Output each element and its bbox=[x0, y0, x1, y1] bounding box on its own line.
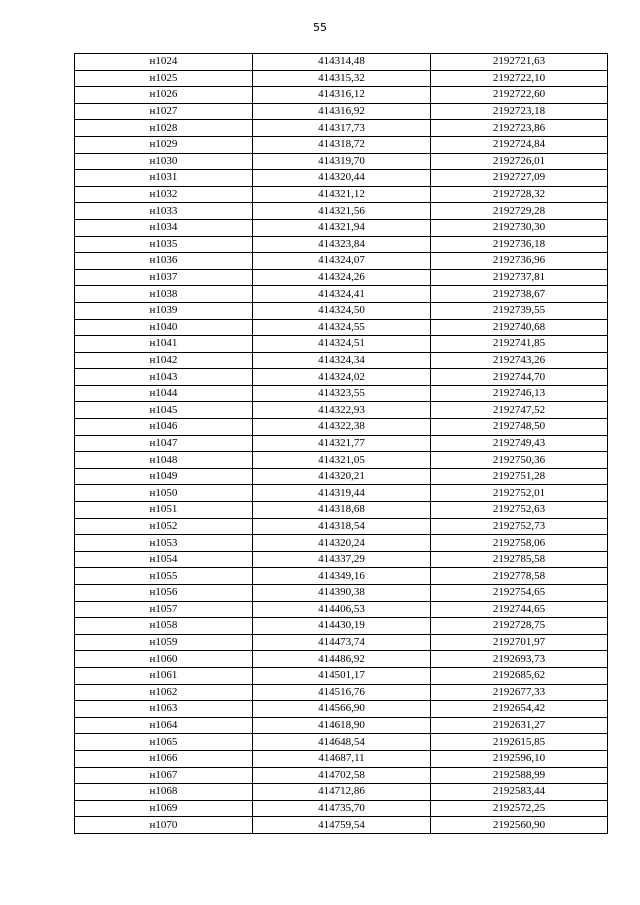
y-coordinate-cell: 2192723,86 bbox=[431, 120, 608, 137]
point-id-cell: н1034 bbox=[75, 219, 253, 236]
y-coordinate-cell: 2192728,75 bbox=[431, 618, 608, 635]
point-id-cell: н1027 bbox=[75, 103, 253, 120]
y-coordinate-cell: 2192728,32 bbox=[431, 186, 608, 203]
x-coordinate-cell: 414315,32 bbox=[253, 70, 431, 87]
point-id-cell: н1063 bbox=[75, 701, 253, 718]
y-coordinate-cell: 2192693,73 bbox=[431, 651, 608, 668]
y-coordinate-cell: 2192631,27 bbox=[431, 717, 608, 734]
point-id-cell: н1053 bbox=[75, 535, 253, 552]
point-id-cell: н1049 bbox=[75, 468, 253, 485]
point-id-cell: н1070 bbox=[75, 817, 253, 834]
point-id-cell: н1067 bbox=[75, 767, 253, 784]
x-coordinate-cell: 414516,76 bbox=[253, 684, 431, 701]
table-row bbox=[75, 319, 608, 336]
point-id-cell: н1025 bbox=[75, 70, 253, 87]
x-coordinate-cell: 414324,07 bbox=[253, 253, 431, 270]
table-row bbox=[75, 452, 608, 469]
y-coordinate-cell: 2192572,25 bbox=[431, 800, 608, 817]
y-coordinate-cell: 2192722,10 bbox=[431, 70, 608, 87]
y-coordinate-cell: 2192785,58 bbox=[431, 551, 608, 568]
y-coordinate-cell: 2192750,36 bbox=[431, 452, 608, 469]
x-coordinate-cell: 414349,16 bbox=[253, 568, 431, 585]
table-row bbox=[75, 103, 608, 120]
point-id-cell: н1047 bbox=[75, 435, 253, 452]
point-id-cell: н1056 bbox=[75, 585, 253, 602]
y-coordinate-cell: 2192747,52 bbox=[431, 402, 608, 419]
y-coordinate-cell: 2192588,99 bbox=[431, 767, 608, 784]
x-coordinate-cell: 414320,21 bbox=[253, 468, 431, 485]
x-coordinate-cell: 414323,55 bbox=[253, 385, 431, 402]
y-coordinate-cell: 2192741,85 bbox=[431, 336, 608, 353]
y-coordinate-cell: 2192752,73 bbox=[431, 518, 608, 535]
table-row bbox=[75, 568, 608, 585]
x-coordinate-cell: 414618,90 bbox=[253, 717, 431, 734]
table-row bbox=[75, 186, 608, 203]
table-row bbox=[75, 352, 608, 369]
x-coordinate-cell: 414321,94 bbox=[253, 219, 431, 236]
table-row bbox=[75, 634, 608, 651]
point-id-cell: н1033 bbox=[75, 203, 253, 220]
y-coordinate-cell: 2192736,18 bbox=[431, 236, 608, 253]
point-id-cell: н1048 bbox=[75, 452, 253, 469]
y-coordinate-cell: 2192748,50 bbox=[431, 419, 608, 436]
y-coordinate-cell: 2192740,68 bbox=[431, 319, 608, 336]
x-coordinate-cell: 414566,90 bbox=[253, 701, 431, 718]
x-coordinate-cell: 414324,34 bbox=[253, 352, 431, 369]
y-coordinate-cell: 2192758,06 bbox=[431, 535, 608, 552]
table-row bbox=[75, 435, 608, 452]
y-coordinate-cell: 2192615,85 bbox=[431, 734, 608, 751]
table-row bbox=[75, 70, 608, 87]
x-coordinate-cell: 414702,58 bbox=[253, 767, 431, 784]
y-coordinate-cell: 2192738,67 bbox=[431, 286, 608, 303]
x-coordinate-cell: 414318,68 bbox=[253, 502, 431, 519]
point-id-cell: н1069 bbox=[75, 800, 253, 817]
x-coordinate-cell: 414321,05 bbox=[253, 452, 431, 469]
x-coordinate-cell: 414316,12 bbox=[253, 87, 431, 104]
y-coordinate-cell: 2192724,84 bbox=[431, 136, 608, 153]
point-id-cell: н1058 bbox=[75, 618, 253, 635]
page-number: 55 bbox=[313, 21, 327, 34]
y-coordinate-cell: 2192596,10 bbox=[431, 750, 608, 767]
point-id-cell: н1028 bbox=[75, 120, 253, 137]
x-coordinate-cell: 414324,02 bbox=[253, 369, 431, 386]
y-coordinate-cell: 2192746,13 bbox=[431, 385, 608, 402]
table-row bbox=[75, 535, 608, 552]
y-coordinate-cell: 2192752,63 bbox=[431, 502, 608, 519]
point-id-cell: н1044 bbox=[75, 385, 253, 402]
point-id-cell: н1032 bbox=[75, 186, 253, 203]
point-id-cell: н1024 bbox=[75, 54, 253, 71]
point-id-cell: н1064 bbox=[75, 717, 253, 734]
x-coordinate-cell: 414322,93 bbox=[253, 402, 431, 419]
table-row bbox=[75, 336, 608, 353]
x-coordinate-cell: 414323,84 bbox=[253, 236, 431, 253]
x-coordinate-cell: 414314,48 bbox=[253, 54, 431, 71]
y-coordinate-cell: 2192726,01 bbox=[431, 153, 608, 170]
x-coordinate-cell: 414430,19 bbox=[253, 618, 431, 635]
table-row bbox=[75, 502, 608, 519]
table-row bbox=[75, 219, 608, 236]
table-row bbox=[75, 468, 608, 485]
table-row bbox=[75, 203, 608, 220]
point-id-cell: н1068 bbox=[75, 784, 253, 801]
y-coordinate-cell: 2192560,90 bbox=[431, 817, 608, 834]
table-row bbox=[75, 585, 608, 602]
x-coordinate-cell: 414501,17 bbox=[253, 667, 431, 684]
x-coordinate-cell: 414486,92 bbox=[253, 651, 431, 668]
x-coordinate-cell: 414648,54 bbox=[253, 734, 431, 751]
table-row bbox=[75, 651, 608, 668]
x-coordinate-cell: 414321,12 bbox=[253, 186, 431, 203]
point-id-cell: н1035 bbox=[75, 236, 253, 253]
table-row bbox=[75, 800, 608, 817]
point-id-cell: н1040 bbox=[75, 319, 253, 336]
point-id-cell: н1046 bbox=[75, 419, 253, 436]
y-coordinate-cell: 2192677,33 bbox=[431, 684, 608, 701]
table-row bbox=[75, 120, 608, 137]
table-row bbox=[75, 618, 608, 635]
point-id-cell: н1059 bbox=[75, 634, 253, 651]
x-coordinate-cell: 414735,70 bbox=[253, 800, 431, 817]
y-coordinate-cell: 2192723,18 bbox=[431, 103, 608, 120]
x-coordinate-cell: 414406,53 bbox=[253, 601, 431, 618]
point-id-cell: н1055 bbox=[75, 568, 253, 585]
x-coordinate-cell: 414712,86 bbox=[253, 784, 431, 801]
x-coordinate-cell: 414321,56 bbox=[253, 203, 431, 220]
table-row bbox=[75, 701, 608, 718]
y-coordinate-cell: 2192754,65 bbox=[431, 585, 608, 602]
y-coordinate-cell: 2192685,62 bbox=[431, 667, 608, 684]
x-coordinate-cell: 414759,54 bbox=[253, 817, 431, 834]
x-coordinate-cell: 414318,54 bbox=[253, 518, 431, 535]
point-id-cell: н1062 bbox=[75, 684, 253, 701]
table-row bbox=[75, 485, 608, 502]
point-id-cell: н1036 bbox=[75, 253, 253, 270]
point-id-cell: н1051 bbox=[75, 502, 253, 519]
table-row bbox=[75, 518, 608, 535]
x-coordinate-cell: 414319,70 bbox=[253, 153, 431, 170]
table-row bbox=[75, 136, 608, 153]
point-id-cell: н1030 bbox=[75, 153, 253, 170]
x-coordinate-cell: 414324,51 bbox=[253, 336, 431, 353]
table-row bbox=[75, 684, 608, 701]
table-row bbox=[75, 667, 608, 684]
x-coordinate-cell: 414317,73 bbox=[253, 120, 431, 137]
x-coordinate-cell: 414390,38 bbox=[253, 585, 431, 602]
coordinates-table-body bbox=[75, 54, 608, 834]
point-id-cell: н1038 bbox=[75, 286, 253, 303]
table-row bbox=[75, 601, 608, 618]
point-id-cell: н1066 bbox=[75, 750, 253, 767]
table-row bbox=[75, 717, 608, 734]
table-row bbox=[75, 750, 608, 767]
point-id-cell: н1057 bbox=[75, 601, 253, 618]
x-coordinate-cell: 414324,26 bbox=[253, 269, 431, 286]
y-coordinate-cell: 2192727,09 bbox=[431, 170, 608, 187]
table-row bbox=[75, 253, 608, 270]
point-id-cell: н1052 bbox=[75, 518, 253, 535]
point-id-cell: н1041 bbox=[75, 336, 253, 353]
point-id-cell: н1042 bbox=[75, 352, 253, 369]
table-row bbox=[75, 87, 608, 104]
table-row bbox=[75, 369, 608, 386]
table-row bbox=[75, 767, 608, 784]
y-coordinate-cell: 2192743,26 bbox=[431, 352, 608, 369]
table-row bbox=[75, 286, 608, 303]
y-coordinate-cell: 2192729,28 bbox=[431, 203, 608, 220]
table-row bbox=[75, 385, 608, 402]
y-coordinate-cell: 2192722,60 bbox=[431, 87, 608, 104]
x-coordinate-cell: 414322,38 bbox=[253, 419, 431, 436]
point-id-cell: н1026 bbox=[75, 87, 253, 104]
x-coordinate-cell: 414473,74 bbox=[253, 634, 431, 651]
y-coordinate-cell: 2192749,43 bbox=[431, 435, 608, 452]
x-coordinate-cell: 414320,24 bbox=[253, 535, 431, 552]
table-row bbox=[75, 236, 608, 253]
point-id-cell: н1065 bbox=[75, 734, 253, 751]
point-id-cell: н1061 bbox=[75, 667, 253, 684]
y-coordinate-cell: 2192730,30 bbox=[431, 219, 608, 236]
x-coordinate-cell: 414324,55 bbox=[253, 319, 431, 336]
x-coordinate-cell: 414324,41 bbox=[253, 286, 431, 303]
point-id-cell: н1045 bbox=[75, 402, 253, 419]
point-id-cell: н1043 bbox=[75, 369, 253, 386]
x-coordinate-cell: 414337,29 bbox=[253, 551, 431, 568]
x-coordinate-cell: 414319,44 bbox=[253, 485, 431, 502]
table-row bbox=[75, 784, 608, 801]
y-coordinate-cell: 2192583,44 bbox=[431, 784, 608, 801]
point-id-cell: н1060 bbox=[75, 651, 253, 668]
point-id-cell: н1054 bbox=[75, 551, 253, 568]
coordinates-table bbox=[74, 53, 608, 834]
table-row bbox=[75, 402, 608, 419]
point-id-cell: н1037 bbox=[75, 269, 253, 286]
x-coordinate-cell: 414318,72 bbox=[253, 136, 431, 153]
point-id-cell: н1039 bbox=[75, 302, 253, 319]
table-row bbox=[75, 551, 608, 568]
point-id-cell: н1050 bbox=[75, 485, 253, 502]
y-coordinate-cell: 2192751,28 bbox=[431, 468, 608, 485]
x-coordinate-cell: 414324,50 bbox=[253, 302, 431, 319]
table-row bbox=[75, 734, 608, 751]
y-coordinate-cell: 2192654,42 bbox=[431, 701, 608, 718]
y-coordinate-cell: 2192736,96 bbox=[431, 253, 608, 270]
y-coordinate-cell: 2192721,63 bbox=[431, 54, 608, 71]
table-row bbox=[75, 302, 608, 319]
point-id-cell: н1029 bbox=[75, 136, 253, 153]
table-row bbox=[75, 419, 608, 436]
table-row bbox=[75, 817, 608, 834]
y-coordinate-cell: 2192778,58 bbox=[431, 568, 608, 585]
x-coordinate-cell: 414687,11 bbox=[253, 750, 431, 767]
y-coordinate-cell: 2192744,70 bbox=[431, 369, 608, 386]
table-row bbox=[75, 269, 608, 286]
point-id-cell: н1031 bbox=[75, 170, 253, 187]
x-coordinate-cell: 414321,77 bbox=[253, 435, 431, 452]
y-coordinate-cell: 2192737,81 bbox=[431, 269, 608, 286]
x-coordinate-cell: 414316,92 bbox=[253, 103, 431, 120]
y-coordinate-cell: 2192701,97 bbox=[431, 634, 608, 651]
table-row bbox=[75, 54, 608, 71]
y-coordinate-cell: 2192739,55 bbox=[431, 302, 608, 319]
x-coordinate-cell: 414320,44 bbox=[253, 170, 431, 187]
y-coordinate-cell: 2192744,65 bbox=[431, 601, 608, 618]
y-coordinate-cell: 2192752,01 bbox=[431, 485, 608, 502]
table-row bbox=[75, 170, 608, 187]
table-row bbox=[75, 153, 608, 170]
